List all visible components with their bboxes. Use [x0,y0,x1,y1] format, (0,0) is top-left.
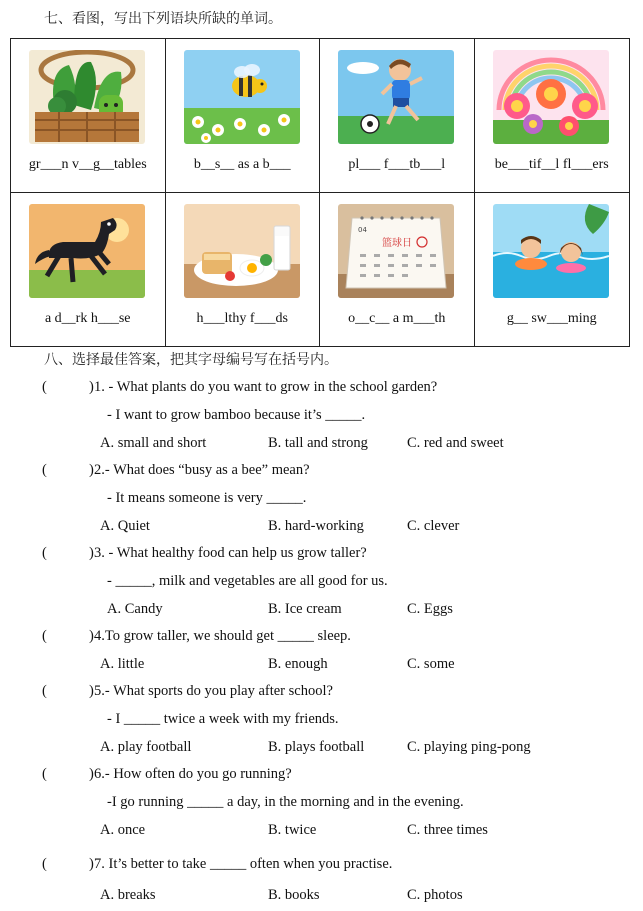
question-line2: - I want to grow bamboo because it’s _____. [107,407,366,423]
question-line2: - _____, milk and vegetables are all good for us. [107,573,388,589]
option-a: A. once [100,822,146,838]
word-hint: o__c__ a m___th [348,310,446,326]
answer-paren-close: ) [89,856,94,872]
kids-swimming-icon [493,204,609,298]
grid-cell [475,193,630,347]
grid-cell [475,39,630,193]
answer-paren-close: ) [89,683,94,699]
answer-paren-open: ( [42,545,47,561]
answer-paren-close: ) [89,628,94,644]
option-a: A. small and short [100,435,207,451]
question-3 [0,545,643,567]
question-text: 7. It’s better to take _____ often when you practise. [94,856,393,872]
option-c: C. Eggs [407,601,453,617]
question-text: 4.To grow taller, we should get _____ sleep. [94,628,351,644]
answer-paren-close: ) [89,766,94,782]
option-a: A. play football [100,739,192,755]
answer-paren-open: ( [42,856,47,872]
answer-paren-close: ) [89,462,94,478]
question-4 [0,628,643,650]
option-c: C. photos [407,887,463,903]
flowers-rainbow-icon [493,50,609,144]
option-a: A. breaks [100,887,156,903]
option-b: B. hard-working [268,518,364,534]
option-b: B. books [268,887,320,903]
question-text: 5.- What sports do you play after school? [94,683,333,699]
option-a: A. Candy [107,601,163,617]
answer-paren-close: ) [89,379,94,395]
option-a: A. Quiet [100,518,150,534]
word-hint: g__ sw___ming [506,310,597,326]
question-5 [0,683,643,705]
option-b: B. tall and strong [268,435,368,451]
calendar-icon [338,204,454,298]
picture-grid [10,38,630,347]
question-text: 3. - What healthy food can help us grow taller? [94,545,367,561]
word-hint: be___tif__l fl___ers [494,157,609,172]
bee-flowers-icon [184,50,300,144]
question-line2: -I go running _____ a day, in the morning and in the evening. [107,794,464,810]
section-7-title: 七、看图，写出下列语块所缺的单词。 [44,11,282,27]
option-b: B. twice [268,822,317,838]
grid-cell [11,39,166,193]
healthy-breakfast-icon [184,204,300,298]
answer-paren-open: ( [42,462,47,478]
calendar-month: 04 [358,225,367,234]
grid-cell [11,193,166,347]
option-c: C. clever [407,518,460,534]
word-hint: gr___n v__g__tables [28,157,147,172]
grid-cell [166,39,321,193]
option-b: B. enough [268,656,328,672]
word-hint: h___lthy f___ds [196,310,288,326]
question-2 [0,462,643,484]
option-c: C. some [407,656,455,672]
question-line2: - It means someone is very _____. [107,490,307,506]
dark-horse-icon [29,204,145,298]
grid-cell [320,193,475,347]
answer-paren-open: ( [42,628,47,644]
answer-paren-close: ) [89,545,94,561]
answer-paren-open: ( [42,766,47,782]
grid-cell [166,193,321,347]
question-text: 2.- What does “busy as a bee” mean? [94,462,310,478]
question-text: 1. - What plants do you want to grow in the school garden? [94,379,438,395]
word-hint: pl___ f___tb___l [348,157,446,172]
calendar-label: 篮球日 [382,237,412,249]
word-hint: b__s__ as a b___ [193,157,291,172]
option-c: C. red and sweet [407,435,504,451]
option-c: C. playing ping-pong [407,739,531,755]
question-7 [0,856,643,878]
answer-paren-open: ( [42,379,47,395]
option-b: B. plays football [268,739,365,755]
section-8-title: 八、选择最佳答案，把其字母编号写在括号内。 [44,352,338,368]
question-1 [0,379,643,401]
grid-cell [320,39,475,193]
answer-paren-open: ( [42,683,47,699]
vegetables-basket-icon [29,50,145,144]
boy-football-icon [338,50,454,144]
option-b: B. Ice cream [268,601,342,617]
word-hint: a d__rk h___se [44,310,131,326]
question-6 [0,766,643,788]
question-text: 6.- How often do you go running? [94,766,292,782]
option-c: C. three times [407,822,488,838]
question-line2: - I _____ twice a week with my friends. [107,711,339,727]
option-a: A. little [100,656,145,672]
